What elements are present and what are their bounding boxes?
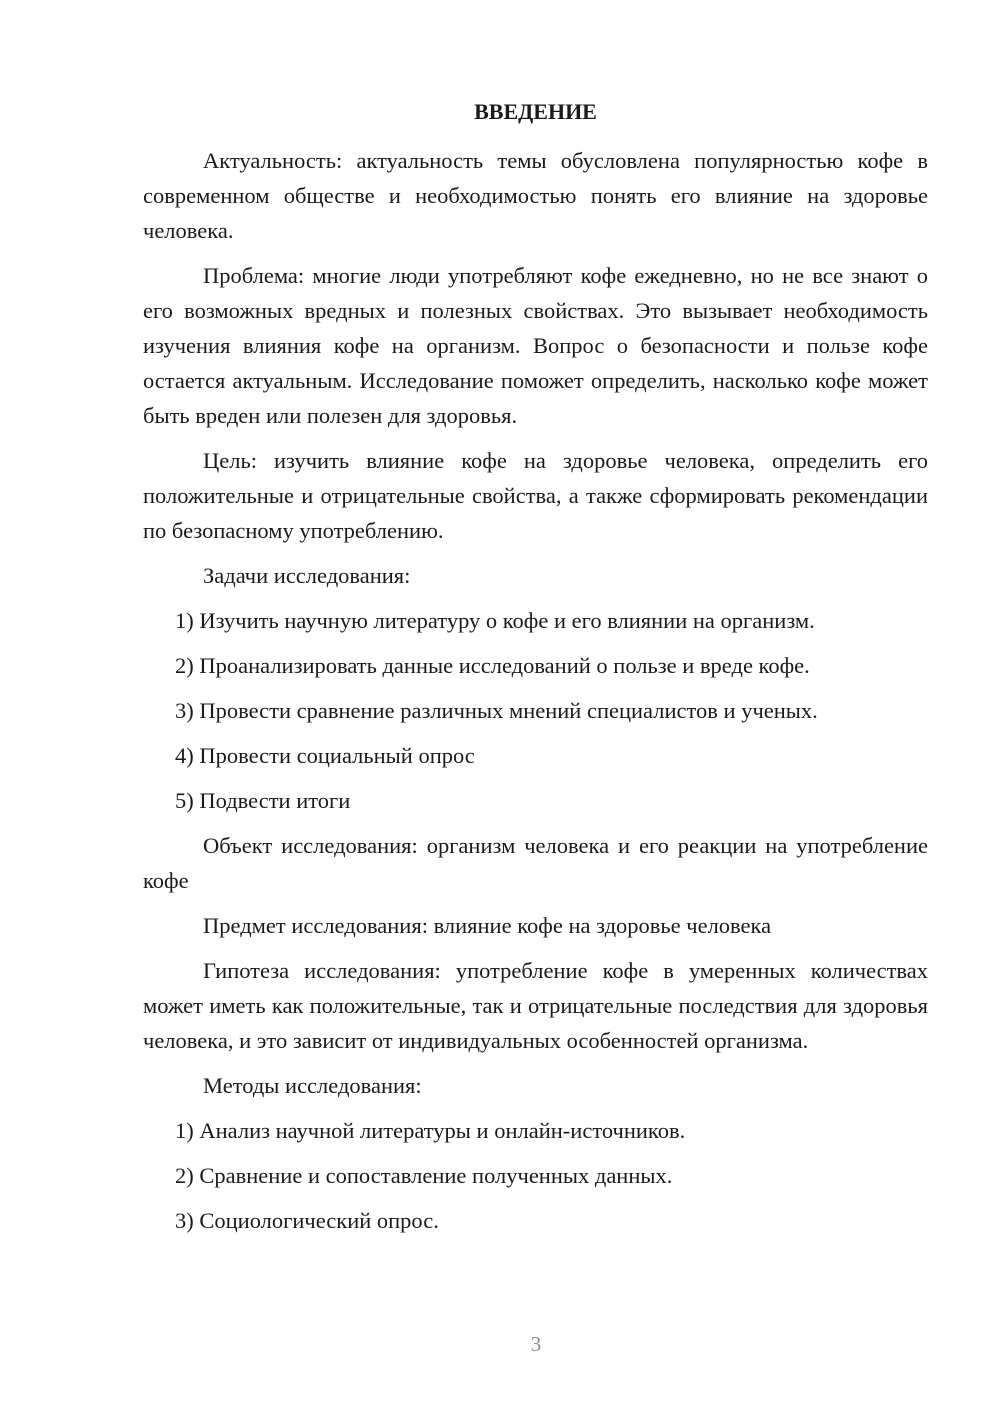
method-item: 3) Социологический опрос.: [175, 1208, 439, 1233]
task-item: 1) Изучить научную литературу о кофе и его влиянии на организм.: [175, 608, 815, 633]
page-title: ВВЕДЕНИЕ: [474, 99, 597, 124]
method-item: 2) Сравнение и сопоставление полученных данных.: [175, 1163, 673, 1188]
method-item: 1) Анализ научной литературы и онлайн-источников.: [175, 1118, 686, 1143]
goal-paragraph: Цель: изучить влияние кофе на здоровье человека, определить его положительные и отрицательные свойства, а также сформировать рекомендации по безопасному употреблению.: [143, 448, 928, 543]
task-item: 4) Провести социальный опрос: [175, 743, 475, 768]
object-paragraph: Объект исследования: организм человека и его реакции на употребление кофе: [143, 833, 928, 893]
methods-label: Методы исследования:: [203, 1073, 422, 1098]
task-item: 5) Подвести итоги: [175, 788, 351, 813]
hypothesis-paragraph: Гипотеза исследования: употребление кофе в умеренных количествах может иметь как положительные, так и отрицательные последствия для здоровья человека, и это зависит от индивидуальных особенностей организма.: [143, 958, 928, 1053]
relevance-paragraph: Актуальность: актуальность темы обусловлена популярностью кофе в современном обществе и необходимостью понять его влияние на здоровье человека.: [143, 148, 928, 243]
problem-paragraph: Проблема: многие люди употребляют кофе ежедневно, но не все знают о его возможных вредных и полезных свойствах. Это вызывает необходимость изучения влияния кофе на организм. Вопрос о безопасности и пользе кофе остается актуальным. Исследование поможет определить, насколько кофе может быть вреден или полезен для здоровья.: [143, 263, 928, 428]
page-number: 3: [530, 1332, 542, 1356]
subject-paragraph: Предмет исследования: влияние кофе на здоровье человека: [203, 913, 772, 938]
body-text: [143, 143, 928, 1248]
task-item: 2) Проанализировать данные исследований о пользе и вреде кофе.: [175, 653, 810, 678]
tasks-label: Задачи исследования:: [203, 563, 411, 588]
task-item: 3) Провести сравнение различных мнений специалистов и ученых.: [175, 698, 818, 723]
